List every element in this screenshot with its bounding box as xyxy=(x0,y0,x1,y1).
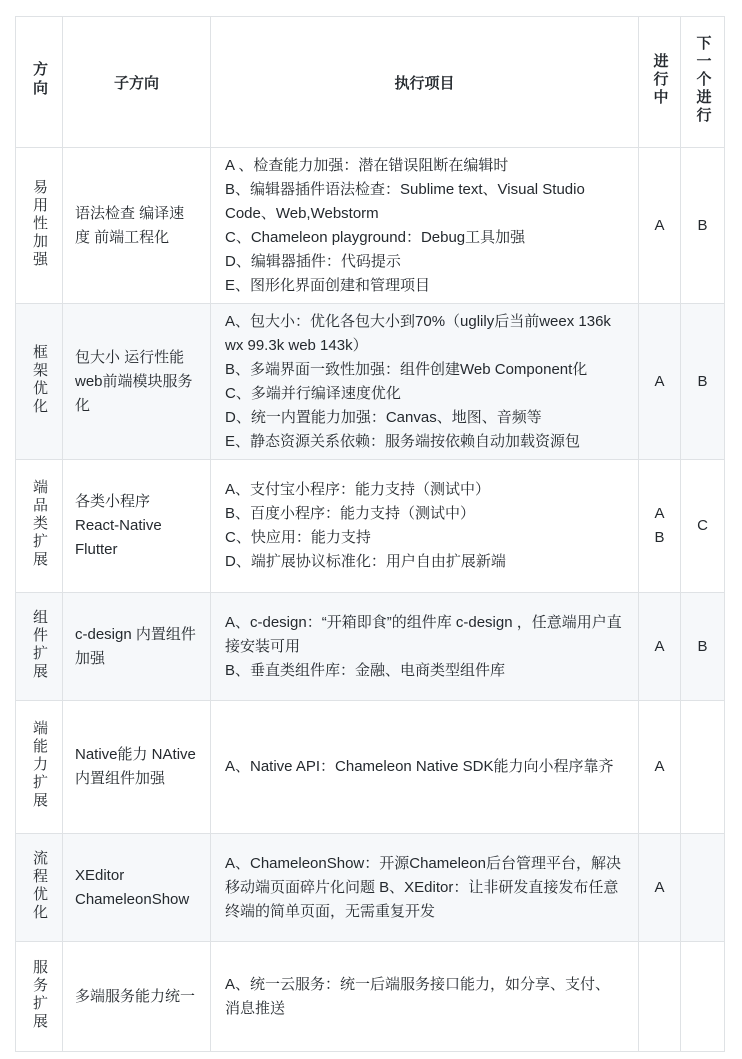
cell-in-progress: A xyxy=(639,701,681,834)
cell-next: C xyxy=(681,460,725,593)
task-item: B、编辑器插件语法检查：Sublime text、Visual Studio Code、Web,Webstorm xyxy=(225,180,585,222)
cell-in-progress: A xyxy=(639,148,681,304)
task-item: D、端扩展协议标准化：用户自由扩展新端 xyxy=(225,553,506,570)
cell-direction: 框架优化 xyxy=(16,304,63,460)
cell-tasks xyxy=(211,148,639,304)
task-item: E、静态资源关系依赖：服务端按依赖自动加载资源包 xyxy=(225,432,581,450)
cell-sub-direction: XEditor ChameleonShow xyxy=(63,834,211,942)
task-item: D、编辑器插件：代码提示 xyxy=(225,252,401,270)
cell-sub-direction: Native能力 NAtive 内置组件加强 xyxy=(63,701,211,834)
task-item: C、Chameleon playground：Debug工具加强 xyxy=(225,228,526,246)
table-row xyxy=(16,942,725,1052)
cell-sub-direction: c-design 内置组件加强 xyxy=(63,593,211,701)
roadmap-table xyxy=(15,16,725,1052)
cell-next xyxy=(681,834,725,942)
cell-next xyxy=(681,701,725,834)
task-item: B、百度小程序：能力支持（测试中） xyxy=(225,505,476,522)
cell-next xyxy=(681,942,725,1052)
table-row xyxy=(16,148,725,304)
header-next: 下一个进行 xyxy=(681,17,725,148)
cell-in-progress: A xyxy=(639,593,681,701)
cell-sub-direction: 多端服务能力统一 xyxy=(63,942,211,1052)
table-row xyxy=(16,593,725,701)
cell-direction: 端能力扩展 xyxy=(16,701,63,834)
cell-in-progress: A B xyxy=(639,460,681,593)
cell-in-progress xyxy=(639,942,681,1052)
task-item: C、多端并行编译速度优化 xyxy=(225,384,401,402)
cell-in-progress: A xyxy=(639,304,681,460)
cell-direction: 服务扩展 xyxy=(16,942,63,1052)
cell-tasks xyxy=(211,701,639,834)
cell-next: B xyxy=(681,304,725,460)
header-sub-direction: 子方向 xyxy=(63,17,211,148)
task-item: A、统一云服务：统一后端服务接口能力，如分享、支付、消息推送 xyxy=(225,975,611,1017)
cell-in-progress: A xyxy=(639,834,681,942)
cell-sub-direction: 语法检查 编译速度 前端工程化 xyxy=(63,148,211,304)
table-row xyxy=(16,834,725,942)
header-in-progress: 进行中 xyxy=(639,17,681,148)
task-item: A、ChameleonShow：开源Chameleon后台管理平台，解决移动端页面碎片化问题 B、XEditor：让非研发直接发布任意终端的简单页面，无需重复开发 xyxy=(225,854,621,920)
task-item: B、多端界面一致性加强：组件创建Web Component化 xyxy=(225,360,588,378)
header-tasks: 执行项目 xyxy=(211,17,639,148)
task-item: A、支付宝小程序：能力支持（测试中） xyxy=(225,481,491,498)
table-row xyxy=(16,304,725,460)
task-item: C、快应用：能力支持 xyxy=(225,529,371,546)
task-item: B、垂直类组件库：金融、电商类型组件库 xyxy=(225,661,506,679)
cell-tasks xyxy=(211,460,639,593)
cell-direction: 易用性加强 xyxy=(16,148,63,304)
task-item: D、统一内置能力加强：Canvas、地图、音频等 xyxy=(225,408,542,426)
cell-tasks xyxy=(211,304,639,460)
cell-direction: 端品类扩展 xyxy=(16,460,63,593)
cell-sub-direction: 包大小 运行性能 web前端模块服务化 xyxy=(63,304,211,460)
cell-tasks xyxy=(211,593,639,701)
cell-direction: 流程优化 xyxy=(16,834,63,942)
task-item: A、包大小：优化各包大小到70%（uglily后当前weex 136k wx 99.3k web 143k） xyxy=(225,312,611,354)
table-row xyxy=(16,701,725,834)
task-item: A、c-design：“开箱即食”的组件库 c-design ，任意端用户直接安装可用 xyxy=(225,613,622,655)
cell-next: B xyxy=(681,593,725,701)
cell-tasks xyxy=(211,942,639,1052)
table-row xyxy=(16,460,725,593)
task-item: E、图形化界面创建和管理项目 xyxy=(225,276,431,294)
task-item: A 、检查能力加强：潜在错误阻断在编辑时 xyxy=(225,156,509,174)
cell-next: B xyxy=(681,148,725,304)
cell-direction: 组件扩展 xyxy=(16,593,63,701)
header-direction: 方向 xyxy=(16,17,63,148)
cell-tasks xyxy=(211,834,639,942)
table-header-row xyxy=(16,17,725,148)
cell-sub-direction: 各类小程序 React-Native Flutter xyxy=(63,460,211,593)
task-item: A、Native API：Chameleon Native SDK能力向小程序靠齐 xyxy=(225,758,614,775)
